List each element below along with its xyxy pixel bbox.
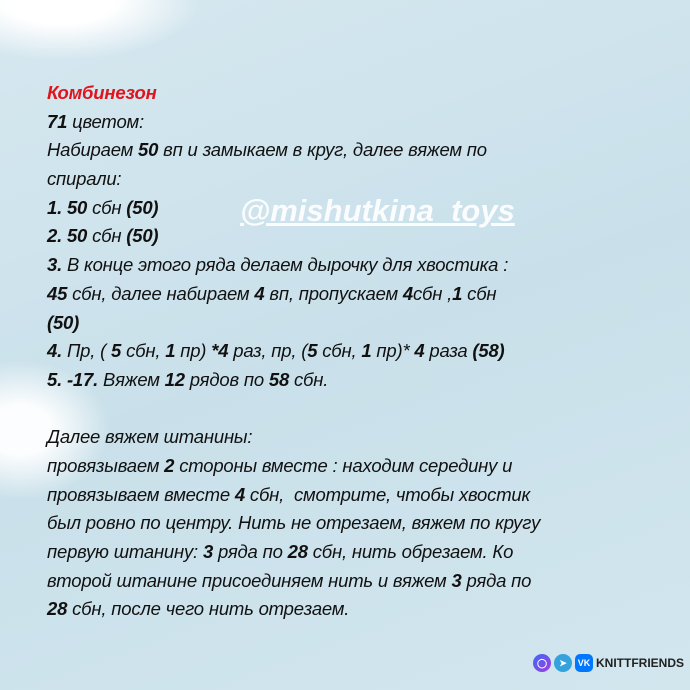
text-line	[47, 136, 540, 165]
bold-number: 45	[47, 282, 68, 304]
bold-number: 2	[164, 454, 175, 476]
text-line	[47, 366, 540, 395]
bold-number: 3	[451, 569, 462, 591]
text-line	[47, 280, 540, 309]
text-segment: первую штанину:	[47, 541, 203, 562]
text-segment: стороны вместе : находим середину и	[174, 454, 513, 476]
text-segment: сбн, далее набираем	[67, 282, 255, 304]
text-line	[47, 595, 540, 624]
bold-number: 5. -17.	[47, 368, 99, 390]
text-line	[47, 567, 540, 596]
bold-number: 5	[307, 340, 318, 362]
pattern-title: Комбинезон	[47, 82, 157, 103]
text-segment: Далее вяжем штанины:	[47, 426, 253, 448]
brand-name: KNITTFRIENDS	[596, 656, 684, 670]
text-segment: Вяжем	[98, 368, 165, 390]
watermark: @mishutkina_toys	[240, 193, 515, 228]
text-segment: сбн, после чего нить отрезаем.	[67, 598, 350, 620]
text-segment: ряда по	[213, 541, 288, 562]
text-segment: провязываем	[47, 454, 165, 476]
text-segment: раз, пр, (	[228, 340, 308, 362]
bold-number: 28	[47, 598, 68, 620]
vk-icon[interactable]: VK	[575, 654, 593, 672]
text-segment: вп и замыкаем в круг, далее вяжем по	[158, 139, 487, 161]
bold-number: *4	[211, 340, 229, 362]
bold-number: 3.	[47, 254, 63, 276]
text-segment: Набираем	[47, 139, 139, 161]
bold-number: (50)	[126, 196, 159, 218]
text-line	[47, 251, 540, 280]
text-segment: был ровно по центру. Нить не отрезаем, вяжем по кругу	[47, 512, 541, 534]
text-line	[47, 452, 540, 481]
text-line	[47, 337, 540, 366]
bold-number: 4	[254, 282, 265, 304]
text-line	[47, 509, 540, 538]
text-line	[47, 108, 540, 137]
bold-number: 4	[414, 340, 425, 362]
pattern-text	[47, 79, 540, 624]
text-segment: второй штанине присоединяем нить и вяжем	[47, 569, 452, 591]
text-segment: сбн.	[289, 368, 329, 390]
text-segment: сбн	[462, 282, 497, 304]
footer-branding	[533, 654, 684, 672]
text-segment: сбн,	[121, 340, 166, 362]
telegram-icon[interactable]: ➤	[554, 654, 572, 672]
bold-number: 58	[268, 368, 290, 390]
bold-number: (50)	[126, 225, 159, 247]
text-segment: Пр, (	[62, 340, 112, 362]
text-segment: цветом:	[67, 110, 144, 132]
bold-number: 2. 50	[47, 225, 88, 247]
text-segment: В конце этого ряда делаем дырочку для хвостика :	[62, 254, 509, 276]
text-line	[47, 423, 540, 452]
text-segment: сбн	[87, 225, 127, 247]
text-line	[47, 481, 540, 510]
text-segment: сбн, нить обрезаем. Ко	[307, 541, 514, 562]
text-segment: ряда по	[461, 569, 532, 591]
text-line	[47, 309, 540, 338]
text-segment: пр)*	[371, 340, 415, 362]
bold-number: 4	[402, 282, 413, 304]
text-line	[47, 395, 540, 424]
bold-number: 1. 50	[47, 196, 88, 218]
max-messenger-icon[interactable]: ◯	[533, 654, 551, 672]
text-line	[47, 165, 540, 194]
bold-number: 1	[452, 282, 463, 304]
text-segment: сбн,	[317, 340, 362, 362]
text-segment: вп, пропускаем	[264, 282, 403, 304]
text-line	[47, 538, 540, 567]
text-segment: сбн	[87, 196, 127, 218]
bold-number: 1	[165, 340, 176, 362]
text-segment: рядов по	[184, 368, 269, 390]
bold-number: (58)	[472, 340, 505, 362]
bold-number: 28	[287, 541, 308, 562]
text-segment: провязываем вместе	[47, 483, 235, 505]
bold-number: 71	[47, 110, 68, 132]
bold-number: 12	[164, 368, 185, 390]
bold-number: 3	[202, 541, 214, 562]
bold-number: (50)	[47, 311, 80, 333]
text-segment: сбн, смотрите, чтобы хвостик	[244, 483, 531, 505]
bold-number: 5	[111, 340, 122, 362]
bold-number: 4.	[47, 340, 63, 362]
bold-number: 4	[234, 483, 245, 505]
bold-number: 50	[138, 139, 159, 161]
bold-number: 1	[361, 340, 372, 362]
text-segment: сбн ,	[412, 282, 453, 304]
text-segment: спирали:	[47, 168, 122, 190]
text-segment: пр)	[175, 340, 212, 362]
text-segment: раза	[424, 340, 473, 362]
